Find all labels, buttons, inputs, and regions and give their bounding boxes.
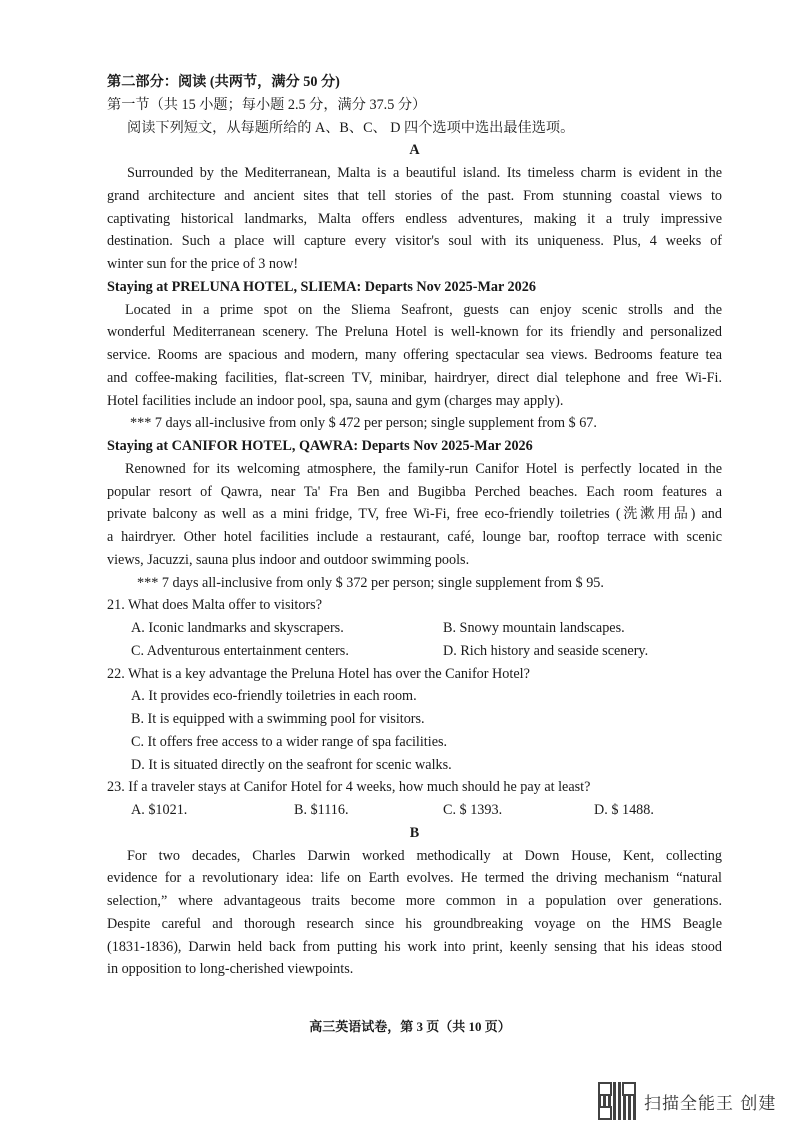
scanner-watermark [598,1082,776,1120]
option-a: A. It provides eco-friendly toiletries in each room. [131,688,417,705]
option-a: A. $1021. [131,802,188,818]
option-d: D. It is situated directly on the seafront for scenic walks. [131,756,452,773]
preluna-heading: Staying at PRELUNA HOTEL, SLIEMA: Departs Nov 2025-Mar 2026 [107,278,536,295]
passage-b-line: (1831-1836), Darwin held back from putting his work into print, keenly sensing that his ideas stood [107,938,722,955]
canifor-line: popular resort of Qawra, near Ta' Fra Ben and Bugibba Perched beaches. Each room features a [107,483,722,500]
passage-b-line: Despite careful and thorough research since his groundbreaking voyage on the HMS Beagle [107,915,722,932]
question-21-options-row [107,640,722,663]
section-heading: 第一节（共 15 小题；每小题 2.5 分，满分 37.5 分） [107,96,427,113]
qr-code-icon [598,1082,636,1120]
canifor-line: private balcony as well as a mini fridge, TV, free Wi-Fi, free eco-friendly toiletries (洗漱用品) and [107,506,722,523]
option-d: D. $ 1488. [594,802,654,818]
passage-a-intro-line: winter sun for the price of 3 now! [107,256,299,272]
option-c: C. Adventurous entertainment centers. [131,642,349,659]
preluna-line: service. Rooms are spacious and modern, many offering spectacular sea views. Bedrooms feature tea [107,347,722,363]
option-d: D. Rich history and seaside scenery. [443,642,649,659]
canifor-line: Renowned for its welcoming atmosphere, the family-run Canifor Hotel is perfectly located in the [125,460,722,477]
preluna-price: *** 7 days all-inclusive from only $ 472 per person; single supplement from $ 67. [130,415,597,432]
preluna-line: Located in a prime spot on the Sliema Seafront, guests can enjoy scenic strolls and the [125,301,722,318]
passage-a-intro-line: captivating historical landmarks, Malta offers endless adventures, making it a truly impressive [107,210,722,227]
option-b: B. $1116. [294,802,349,818]
option-c: C. $ 1393. [443,802,503,818]
passage-a-label: A [409,142,420,159]
preluna-line: Hotel facilities include an indoor pool, spa, sauna and gym (charges may apply). [107,392,564,409]
passage-b-line: For two decades, Charles Darwin worked methodically at Down House, Kent, collecting [127,847,722,864]
preluna-line: wonderful Mediterranean scenery. The Preluna Hotel is well-known for its friendly and personalized [107,324,722,341]
canifor-heading: Staying at CANIFOR HOTEL, QAWRA: Departs Nov 2025-Mar 2026 [107,438,533,454]
option-b: B. It is equipped with a swimming pool for visitors. [131,711,425,727]
passage-b-line: evidence for a revolutionary idea: life on Earth evolves. He termed the driving mechanism “natural [107,870,722,887]
canifor-line: a hairdryer. Other hotel facilities include a restaurant, café, lounge bar, rooftop terrace with scenic [107,529,722,545]
question-21-stem: 21. What does Malta offer to visitors? [107,597,323,614]
watermark-text: 扫描全能王 创建 [644,1093,777,1114]
question-23-stem: 23. If a traveler stays at Canifor Hotel for 4 weeks, how much should he pay at least? [107,779,591,796]
passage-a-intro-line: destination. Such a place will capture every visitor's soul with its uniqueness. Plus, 4 weeks of [107,233,722,250]
passage-b-line: selection,” where advantageous traits become more common in a population over generations. [107,893,722,909]
instruction: 阅读下列短文，从每题所给的 A、B、C、 D 四个选项中选出最佳选项。 [127,119,575,136]
canifor-line: views, Jacuzzi, sauna plus indoor and outdoor swimming pools. [107,551,470,568]
option-c: C. It offers free access to a wider range of spa facilities. [131,733,448,750]
preluna-line: and coffee-making facilities, flat-screen TV, minibar, hairdryer, direct dial telephone and free Wi-Fi. [107,369,722,386]
question-23-options-row [107,799,722,822]
passage-a-intro-line: grand architecture and ancient sites that tell stories of the past. From stunning coastal views to [107,187,722,204]
passage-a-intro-line: Surrounded by the Mediterranean, Malta is a beautiful island. Its timeless charm is evident in the [127,165,722,181]
part-heading: 第二部分：阅读 (共两节，满分 50 分) [107,74,340,90]
page-footer: 高三英语试卷，第 3 页（共 10 页） [309,1019,511,1034]
canifor-price: *** 7 days all-inclusive from only $ 372 per person; single supplement from $ 95. [137,574,604,591]
exam-page-content [107,71,722,981]
question-21-options-row [107,617,722,640]
option-b: B. Snowy mountain landscapes. [443,620,625,636]
passage-b-label: B [409,824,420,841]
question-22-stem: 22. What is a key advantage the Preluna Hotel has over the Canifor Hotel? [107,665,530,682]
passage-b-line: in opposition to long-cherished viewpoints. [107,961,354,978]
option-a: A. Iconic landmarks and skyscrapers. [131,620,344,636]
